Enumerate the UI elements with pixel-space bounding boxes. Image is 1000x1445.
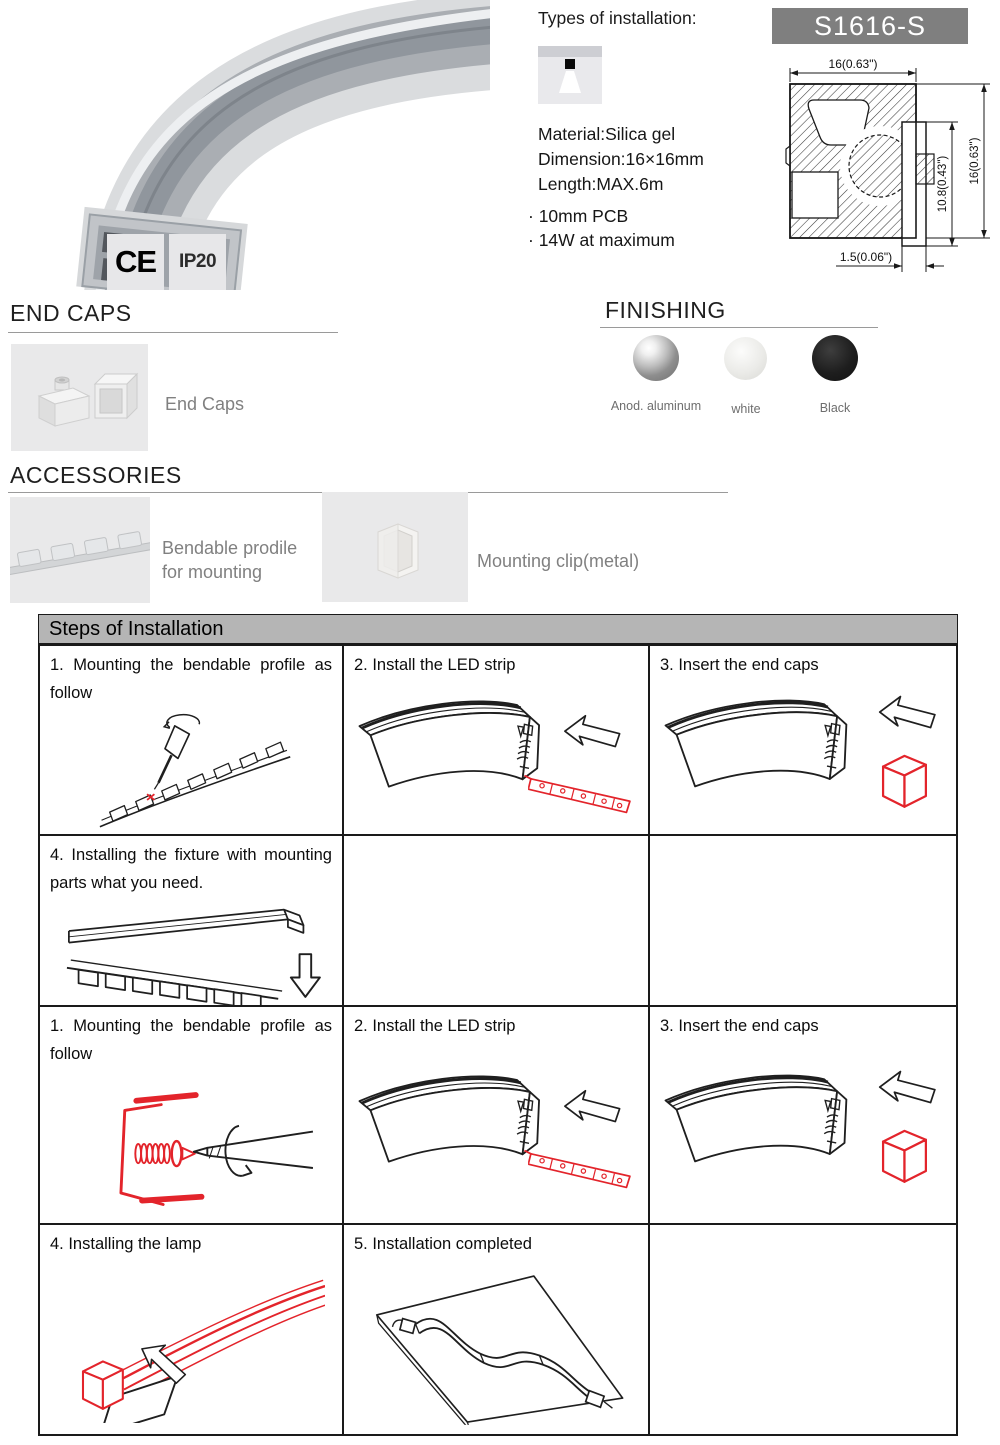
step-figure (354, 1040, 638, 1219)
finish-swatch-anodized (633, 335, 679, 381)
dim-top: 16(0.63") (828, 57, 878, 71)
insert-end-caps-drawing (660, 681, 946, 829)
step-cell-r4c2 (344, 1225, 650, 1434)
step-cell-r2c2 (344, 836, 650, 1007)
install-led-strip-drawing (354, 684, 638, 826)
dim-inner-right: 10.8(0.43") (937, 155, 949, 213)
spec-material: Material:Silica gel (538, 124, 676, 144)
finish-label-white: white (731, 402, 761, 416)
accessory-bendable-photo (10, 497, 150, 603)
mount-bendable-profile-drawing (77, 708, 305, 830)
spec-list (538, 122, 704, 197)
step-text: 4. Installing the fixture with mounting parts what you need. (50, 846, 332, 893)
recessed-install-icon (538, 46, 602, 104)
ip20-label: IP20 (178, 251, 217, 272)
clip-screw-mount-drawing (61, 1072, 321, 1216)
step-text: 2. Install the LED strip (354, 1017, 516, 1035)
step-figure (660, 1040, 946, 1219)
types-of-installation-label: Types of installation: (538, 8, 697, 28)
step-text: 4. Installing the lamp (50, 1235, 202, 1253)
step-cell-r4c3 (650, 1225, 956, 1434)
finish-label-black: Black (819, 401, 851, 415)
install-fixture-drawing (53, 898, 329, 1007)
step-text: 1. Mounting the bendable profile as follow (50, 656, 332, 703)
ip20-badge (169, 234, 226, 290)
end-caps-title: END CAPS (10, 300, 132, 326)
accessory-clip-label: Mounting clip(metal) (477, 551, 640, 571)
steps-table (38, 644, 958, 1436)
installing-lamp-drawing (56, 1265, 326, 1423)
step-figure (50, 898, 332, 1007)
installation-completed-drawing (362, 1263, 630, 1425)
end-caps-divider (8, 332, 338, 333)
finish-label-anodized: Anod. aluminum (610, 399, 702, 413)
steps-title: Steps of Installation (49, 617, 224, 640)
step-figure (50, 1258, 332, 1430)
model-banner: S1616-S (772, 8, 968, 44)
step-figure (660, 679, 946, 830)
step-cell-r3c3 (650, 1007, 956, 1225)
mounting-clip-illustration (322, 492, 468, 602)
feature-list (528, 204, 675, 252)
ce-mark-icon: CE (114, 244, 157, 279)
step-cell-r4c1 (40, 1225, 344, 1434)
insert-end-caps-drawing (660, 1056, 946, 1204)
end-caps-photo (11, 344, 148, 451)
end-caps-illustration (11, 344, 148, 451)
dim-outer-right: 16(0.63") (969, 137, 981, 185)
step-text: 2. Install the LED strip (354, 656, 516, 674)
accessory-bendable-label: Bendable prodile for mounting (162, 538, 298, 582)
step-cell-r1c1 (40, 646, 344, 836)
finish-swatch-white (724, 337, 767, 380)
step-figure (50, 708, 332, 830)
dim-bottom: 1.5(0.06") (839, 250, 893, 264)
step-figure (354, 1258, 638, 1430)
feature-power: · 14W at maximum (528, 230, 675, 250)
step-figure (354, 679, 638, 830)
finishing-title: FINISHING (605, 297, 726, 323)
finish-swatch-black (812, 335, 858, 381)
step-text: 3. Insert the end caps (660, 656, 819, 674)
accessory-clip-photo (322, 492, 468, 602)
step-figure (50, 1069, 332, 1219)
feature-pcb: · 10mm PCB (528, 206, 629, 226)
install-led-strip-drawing (354, 1059, 638, 1201)
step-text: 3. Insert the end caps (660, 1017, 819, 1035)
accessories-title: ACCESSORIES (10, 462, 182, 488)
step-cell-r1c2 (344, 646, 650, 836)
cross-section-drawing (766, 50, 998, 286)
step-cell-r3c2 (344, 1007, 650, 1225)
step-cell-r2c1 (40, 836, 344, 1007)
step-cell-r3c1 (40, 1007, 344, 1225)
steps-header (38, 614, 958, 644)
step-text: 5. Installation completed (354, 1235, 532, 1253)
step-cell-r2c3 (650, 836, 956, 1007)
finishing-divider (600, 327, 878, 328)
step-cell-r1c3 (650, 646, 956, 836)
spec-length: Length:MAX.6m (538, 174, 664, 194)
step-text: 1. Mounting the bendable profile as follow (50, 1017, 332, 1064)
product-photo (0, 0, 490, 290)
spec-dimension: Dimension:16×16mm (538, 149, 704, 169)
end-caps-item-label: End Caps (165, 394, 245, 414)
ce-mark-badge (107, 234, 164, 290)
bendable-profile-illustration (10, 497, 150, 603)
